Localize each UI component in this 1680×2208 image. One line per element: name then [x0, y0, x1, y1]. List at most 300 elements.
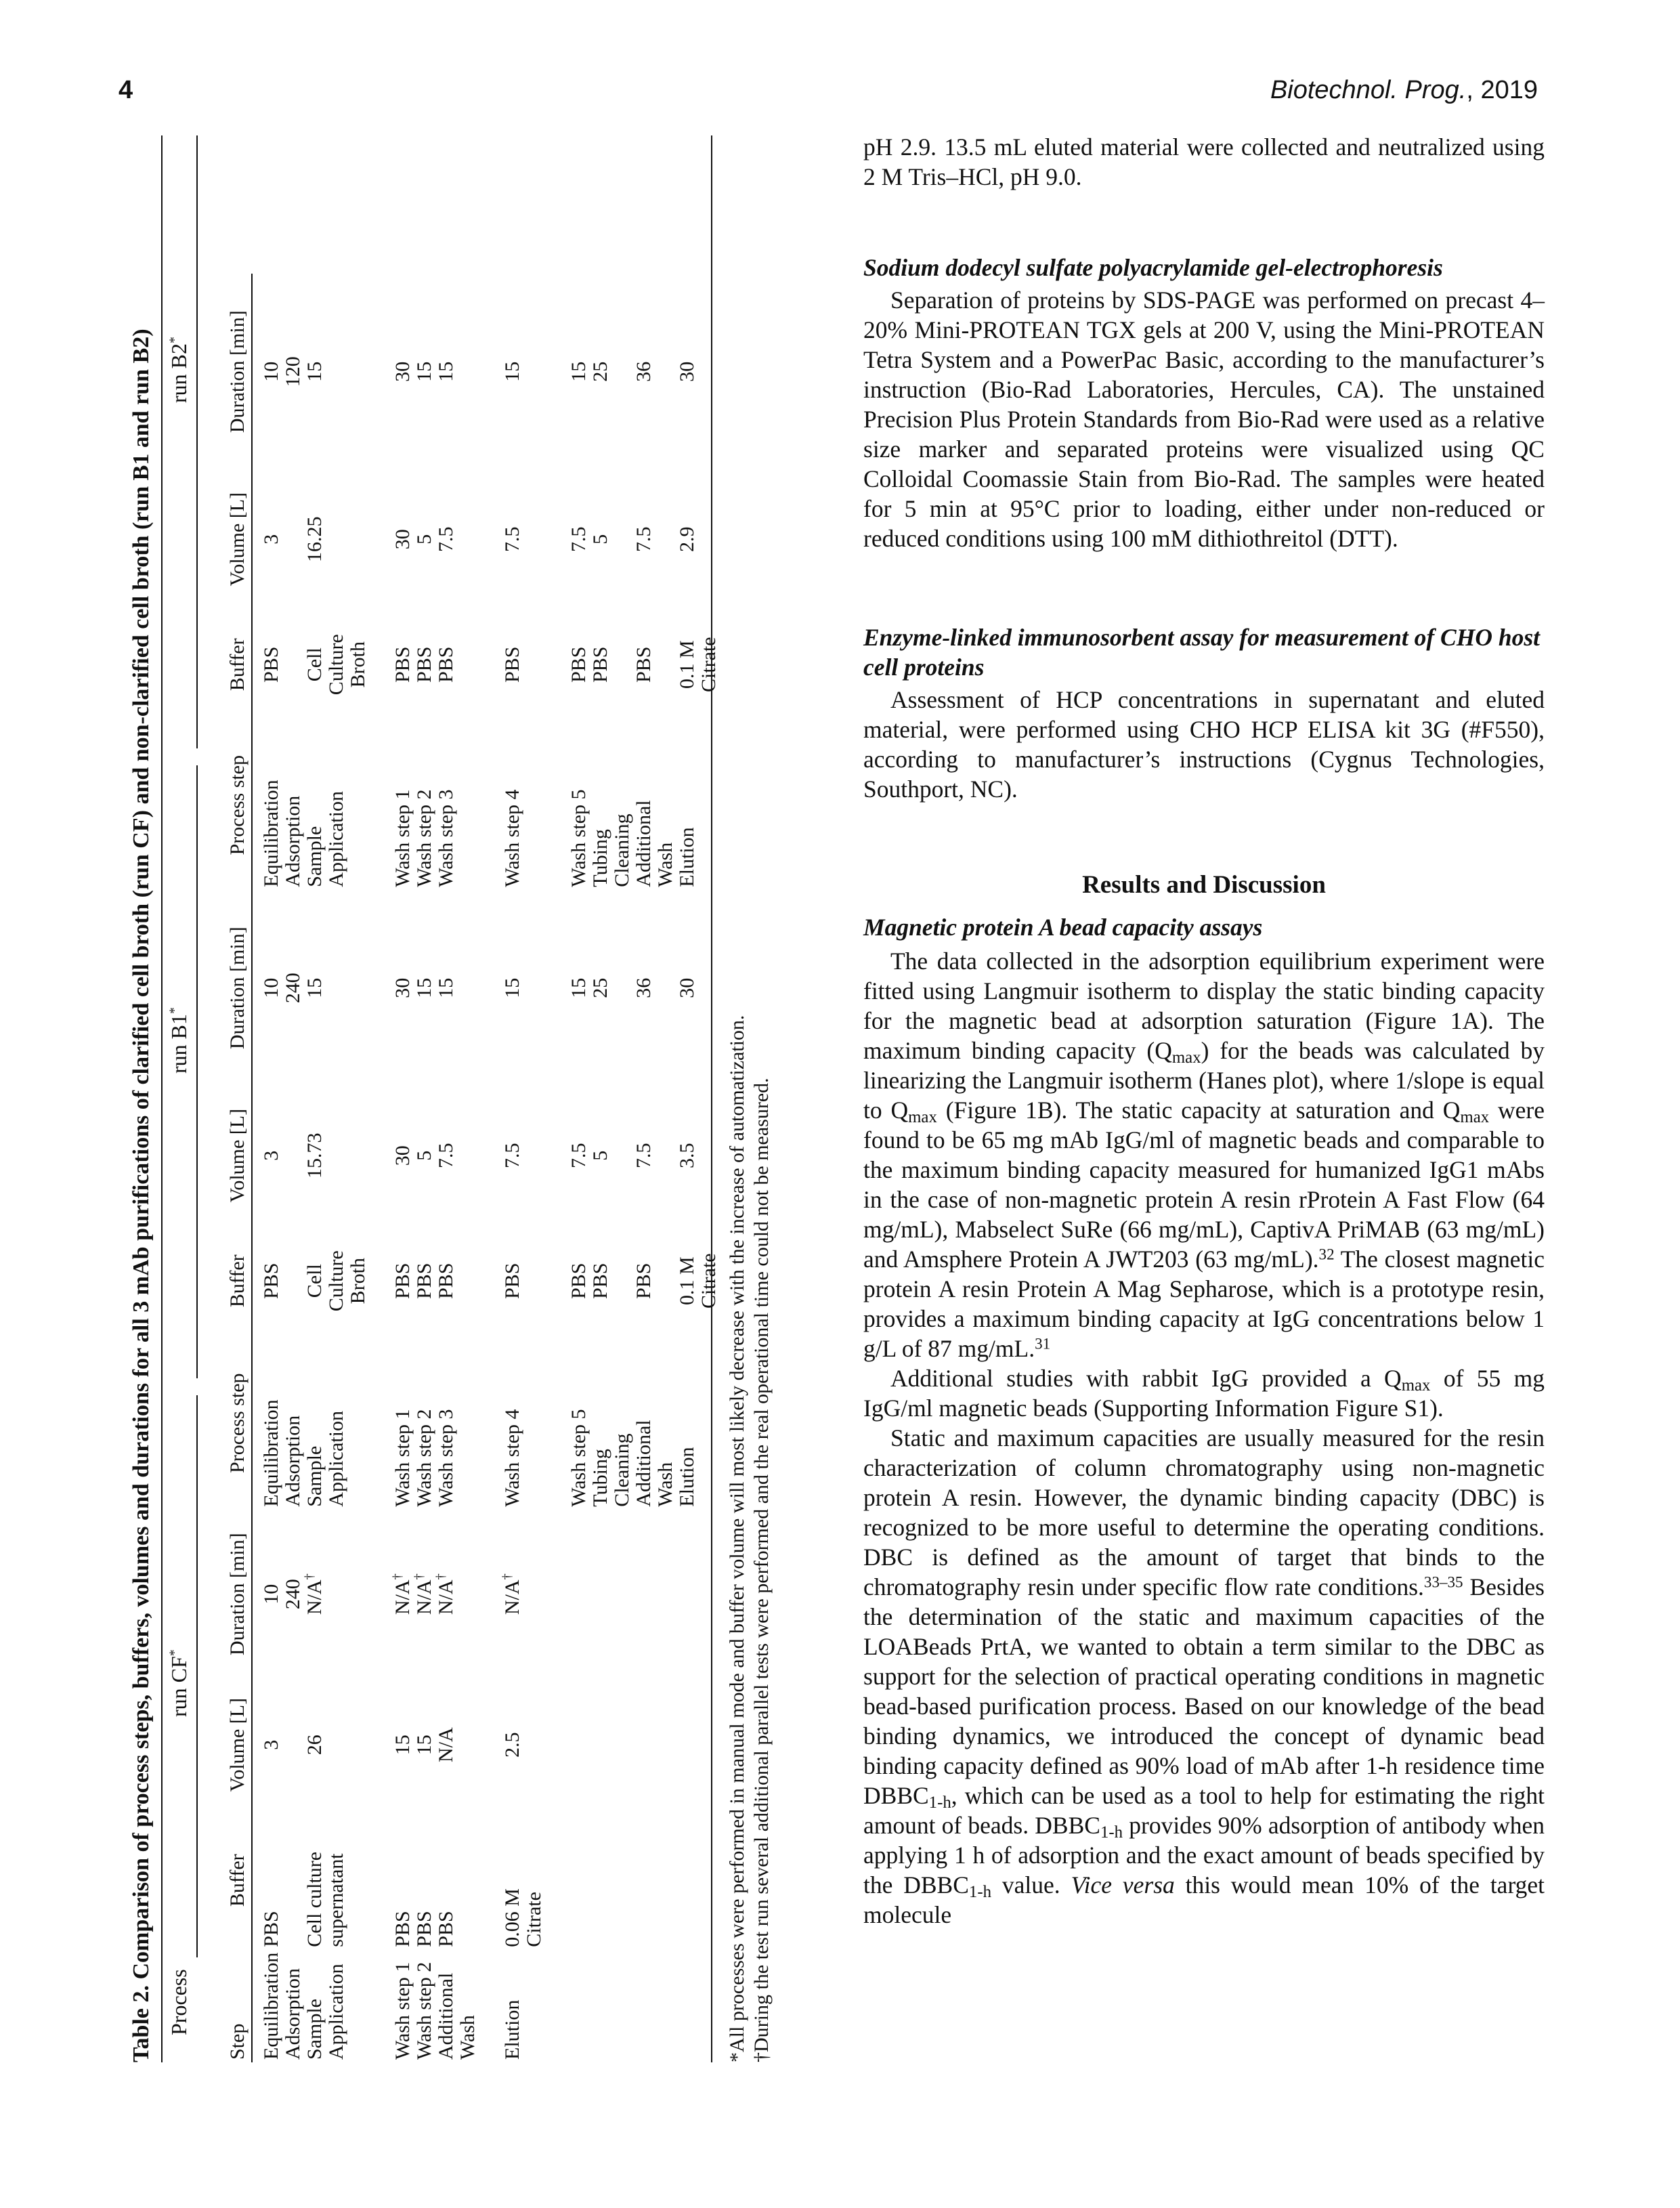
table-cell [326, 1086, 347, 1225]
heading-elisa: Enzyme-linked immunosorbent assay for measurement of CHO host cell proteins [863, 624, 1541, 681]
table-cell: Wash step 1 [391, 1961, 414, 2060]
table-cell: 15 [413, 361, 435, 382]
table-row [304, 274, 326, 2062]
table-cell: Application [325, 1411, 347, 1507]
table-cell [545, 1510, 590, 1679]
q-max-subscript: max [1401, 1376, 1431, 1395]
table-cell [698, 274, 720, 470]
table-cell [326, 1679, 347, 1811]
table-cell: Elution [676, 1447, 698, 1507]
table-cell [326, 890, 347, 1086]
table-cell: 10 [260, 361, 282, 382]
table-cell: Cell [303, 1264, 326, 1298]
table-cell: Tubing [589, 1449, 611, 1507]
table-cell: Wash [654, 842, 676, 887]
table-cell: 15 [391, 1735, 414, 1756]
table-cell: Cell culture [303, 1851, 326, 1947]
table-cell [457, 721, 479, 890]
table-cell [590, 1811, 611, 1950]
dagger-mark: † [303, 1573, 317, 1580]
table-cell [698, 1811, 720, 1950]
table-cell: PBS [501, 1262, 523, 1299]
table-cell [655, 1225, 676, 1337]
table-cell [282, 609, 304, 721]
table-bottom-rule [711, 135, 712, 2062]
table-cell [655, 470, 676, 609]
table-cell: N/A† [391, 1573, 414, 1615]
col-duration-cf: Duration [min] [226, 1533, 249, 1656]
table-cell: 3 [260, 1150, 282, 1161]
dbbc-subscript: 1-h [968, 1883, 992, 1902]
table-cell [698, 1337, 720, 1510]
dagger-mark: † [434, 1573, 448, 1580]
table-cell: Adsorption [282, 795, 304, 887]
table-cell [347, 274, 369, 470]
table-cell: 15 [303, 977, 326, 998]
table-cell [523, 1225, 545, 1337]
table-cell: 10 [260, 977, 282, 998]
p3-text-a: Static and maximum capacities are usually measured for the resin characterization of column chromatography using non-magnetic protein A resin. However, the dynamic binding capacity (DBC) is recognized to be more useful to determine the operating conditions. DBC is defined as the amount of target that binds to the chromatography resin under specific flow rate conditions. [863, 1424, 1545, 1600]
col-buffer-b1: Buffer [226, 1254, 249, 1308]
group-rule-run-cf [196, 1395, 198, 1957]
p1-text-e: The closest magnetic protein A resin Protein A Mag Sepharose, which is a prototype resin, provides a maximum binding capacity at IgG concentrations below 1 g/L of 87 mg/mL. [863, 1246, 1545, 1362]
table-cell [457, 890, 479, 1086]
table-cell [611, 1950, 633, 2062]
paragraph-intro: pH 2.9. 13.5 mL eluted material were collected and neutralized using 2 M Tris–HCl, pH 9.0. [863, 133, 1545, 190]
table-cell [457, 274, 479, 470]
table-cell [655, 274, 676, 470]
page-number: 4 [119, 76, 133, 104]
table-cell [523, 609, 545, 721]
table-row [457, 274, 479, 2062]
table-cell: 15 [413, 1735, 435, 1756]
table-cell [326, 470, 347, 609]
journal-name: Biotechnol. Prog. [1270, 76, 1467, 104]
table-cell [633, 1679, 655, 1811]
table-cell [347, 1811, 369, 1950]
table-cell: PBS [589, 1262, 611, 1299]
table-cell [523, 1950, 545, 2062]
table-cell [655, 890, 676, 1086]
table-cell: Wash [654, 1462, 676, 1507]
table-cell: Wash step 3 [435, 789, 457, 887]
table-cell [698, 1950, 720, 2062]
group-rule-run-b2 [196, 135, 198, 748]
table-cell: Application [325, 1963, 347, 2060]
table-cell [523, 274, 545, 470]
group-run-cf-mark: * [167, 1649, 182, 1657]
p1-text-d: were found to be 65 mg mAb IgG/ml of magnetic beads and comparable to the maximum binding capacity measured for humanized IgG1 mAbs in the case of non-magnetic protein A resin rProtein A Fast Flow (64 mg/mL), Mabselect SuRe (66 mg/mL), CaptivA PriMAB (63 mg/mL) and Amsphere Protein A JWT203 (63 mg/mL). [863, 1097, 1545, 1273]
table-cell: PBS [435, 1262, 457, 1299]
table-cell [698, 1086, 720, 1225]
table-cell: 240 [282, 1579, 304, 1610]
table-row [326, 274, 347, 2062]
table-cell: Tubing [589, 829, 611, 887]
table-footnote-2: †During the test run several additional parallel tests were performed and the real operational time could not be measured. [750, 1078, 773, 2062]
table-cell: N/A† [303, 1573, 326, 1615]
table-cell [545, 1950, 590, 2062]
table-cell [282, 1811, 304, 1950]
table-process-header: Process [167, 1969, 191, 2035]
group-run-cf-name: run CF [167, 1656, 191, 1717]
table-cell: 5 [589, 1150, 611, 1161]
table-cell: Cleaning [611, 813, 633, 887]
table-cell: 30 [676, 977, 698, 998]
table-cell: 5 [589, 534, 611, 545]
table-cell: PBS [391, 646, 414, 683]
journal-year: , 2019 [1466, 76, 1538, 104]
table-cell: Wash [456, 2015, 479, 2060]
table-row [523, 274, 545, 2062]
col-volume-b2: Volume [L] [226, 492, 249, 587]
table-cell: 15 [303, 361, 326, 382]
table-cell [655, 609, 676, 721]
table-row [545, 274, 590, 2062]
table-cell [545, 1811, 590, 1950]
group-header-run-cf [167, 1649, 192, 1717]
table-cell [347, 721, 369, 890]
table-cell [523, 1510, 545, 1679]
table-cell: Equilibration [260, 1952, 282, 2060]
table-cell: 7.5 [632, 526, 655, 552]
p2-text-b: of 55 mg IgG/ml magnetic beads (Supporting Information Figure S1). [863, 1365, 1545, 1422]
table-cell: 25 [589, 977, 611, 998]
table-cell [655, 1950, 676, 2062]
table-cell: N/A [435, 1727, 457, 1763]
table-cell: N/A† [500, 1573, 523, 1615]
table-cell: 30 [391, 361, 414, 382]
table-cell: PBS [435, 646, 457, 683]
table-cell [611, 1086, 633, 1225]
reference-32: 32 [1318, 1245, 1335, 1263]
table-cell: PBS [567, 646, 590, 683]
table-cell: 15 [567, 977, 590, 998]
table-row [435, 274, 457, 2062]
table-cell [655, 1811, 676, 1950]
table-cell [282, 1225, 304, 1337]
table-cell [590, 1510, 611, 1679]
table-row [590, 274, 611, 2062]
table-cell: Culture [325, 1250, 347, 1312]
table-cell [633, 1510, 655, 1679]
table-cell [698, 1510, 720, 1679]
table-cell [676, 1510, 698, 1679]
table-cell: 15 [501, 361, 523, 382]
table-cell: PBS [413, 1262, 435, 1299]
table-cell: 15 [567, 361, 590, 382]
table-cell [590, 1679, 611, 1811]
table-cell [347, 1950, 369, 2062]
table-cell [457, 1811, 479, 1950]
table-cell [457, 1337, 479, 1510]
table-cell: Equilibration [260, 780, 282, 887]
table-cell: 15 [501, 977, 523, 998]
table-cell: Sample [303, 1445, 326, 1507]
table-cell: Elution [501, 1999, 523, 2060]
table-row [698, 274, 720, 2062]
table-cell: Wash step 1 [391, 1409, 414, 1507]
table-cell [282, 1679, 304, 1811]
table-cell: 25 [589, 361, 611, 382]
table-row [369, 274, 414, 2062]
table-cell [698, 721, 720, 890]
table-cell: 16.25 [303, 516, 326, 562]
table-cell: 3 [260, 1739, 282, 1750]
table-cell: 30 [676, 361, 698, 382]
paragraph-elisa: Assessment of HCP concentrations in supernatant and eluted material, were performed using CHO HCP ELISA kit 3G (#F550), according to manufacturer’s instructions (Cygnus Technologies, Southport, NC). [863, 686, 1545, 803]
table-cell: Broth [347, 641, 369, 688]
table-cell [523, 721, 545, 890]
paragraph-capacity-3 [863, 1423, 1545, 1930]
table-row [655, 274, 676, 2062]
table-cell [698, 470, 720, 609]
table-row [676, 274, 698, 2062]
table-cell [676, 1950, 698, 2062]
col-step: Step [226, 2023, 249, 2060]
table-cell: 7.5 [632, 1143, 655, 1168]
heading-sds-page: Sodium dodecyl sulfate polyacrylamide gel-electrophoresis [863, 254, 1443, 281]
table-cell [633, 1811, 655, 1950]
paragraph-capacity-1 [863, 946, 1545, 1363]
p3-text-c: , which can be used as a tool to help for estimating the right amount of beads. DBBC [863, 1782, 1545, 1839]
table-cell [347, 470, 369, 609]
table-cell [457, 609, 479, 721]
table-cell: 7.5 [567, 1143, 590, 1168]
p1-text-a: The data collected in the adsorption equilibrium experiment were fitted using Langmuir isotherm to display the static binding capacity for the magnetic bead at adsorption saturation (Figure 1A). The maximum binding capacity (Q [863, 948, 1545, 1064]
group-run-b1-mark: * [167, 1007, 182, 1014]
reference-33-35: 33–35 [1423, 1573, 1463, 1591]
table-cell: 26 [303, 1735, 326, 1756]
table-header-row [227, 274, 252, 2062]
table-cell [523, 1086, 545, 1225]
table-cell: Application [325, 791, 347, 887]
table-cell: Wash step 3 [435, 1409, 457, 1507]
table-cell: Cleaning [611, 1433, 633, 1507]
table-cell: Wash step 2 [413, 1409, 435, 1507]
table-cell [611, 609, 633, 721]
paragraph-capacity-2 [863, 1363, 1545, 1423]
table-cell: 5 [413, 534, 435, 545]
table-cell [457, 470, 479, 609]
table-cell: 7.5 [501, 526, 523, 552]
table-cell [611, 1679, 633, 1811]
table-cell: PBS [391, 1911, 414, 1947]
table-cell: Equilibration [260, 1399, 282, 1507]
group-run-b2-mark: * [167, 337, 182, 343]
col-duration-b2: Duration [min] [226, 310, 249, 433]
table-cell [457, 1225, 479, 1337]
table-cell: N/A† [412, 1573, 435, 1615]
table-cell: 0.1 M [676, 1256, 698, 1306]
table-cell: Sample [303, 1999, 326, 2060]
p3-text-f: this would mean 10% of the target molecule [863, 1871, 1545, 1928]
table-cell: Adsorption [282, 1415, 304, 1507]
heading-magnetic-capacity: Magnetic protein A bead capacity assays [863, 914, 1263, 941]
table-cell [347, 1086, 369, 1225]
table-cell: 7.5 [435, 1143, 457, 1168]
table-row [261, 274, 282, 2062]
table-cell: PBS [260, 1911, 282, 1947]
table-cell: 7.5 [435, 526, 457, 552]
table-cell: PBS [632, 1262, 655, 1299]
table-cell: 0.06 M [501, 1888, 523, 1947]
table-cell: Wash step 2 [413, 1961, 435, 2060]
table-cell [655, 1086, 676, 1225]
table-cell: Wash step 5 [567, 1409, 590, 1507]
table-cell: 3.5 [676, 1143, 698, 1168]
journal-header [1270, 76, 1538, 105]
table-cell: 7.5 [567, 526, 590, 552]
table-cell [655, 1679, 676, 1811]
dbbc-subscript: 1-h [928, 1793, 951, 1812]
paragraph-sds-page: Separation of proteins by SDS-PAGE was performed on precast 4–20% Mini-PROTEAN TGX gels at 200 V, using the Mini-PROTEAN Tetra System and a PowerPac Basic, according to the manufacturer’s instruction (Bio-Rad Laboratories, Hercules, CA). The unstained Precision Plus Protein Standards from Bio-Rad were used as a relative size marker and separated proteins were visualized using QC Colloidal Coomassie Stain from Bio-Rad. The samples were heated for 5 min at 95°C prior to loading, either under non-reduced or reduced conditions using 100 mM dithiothreitol (DTT). [863, 286, 1545, 552]
process-table [227, 274, 720, 2062]
table-cell: Citrate [523, 1892, 545, 1947]
group-header-run-b2 [167, 337, 192, 403]
table-row [282, 274, 304, 2062]
table-cell: 15 [435, 977, 457, 998]
table-cell: Additional [632, 1420, 655, 1507]
table-row [611, 274, 633, 2062]
q-max-subscript: max [1460, 1108, 1490, 1127]
heading-results-discussion: Results and Discussion [1082, 871, 1326, 899]
table-cell [347, 1510, 369, 1679]
table-cell [282, 470, 304, 609]
table-cell [457, 1510, 479, 1679]
vice-versa-italic: Vice versa [1071, 1871, 1175, 1898]
table-cell: Broth [347, 1258, 369, 1304]
table-cell: Sample [303, 826, 326, 887]
table-cell [611, 470, 633, 609]
table-cell: PBS [413, 646, 435, 683]
table-cell: PBS [632, 646, 655, 683]
table-cell [523, 890, 545, 1086]
table-cell: PBS [413, 1911, 435, 1947]
table-cell: PBS [260, 1262, 282, 1299]
table-cell: PBS [567, 1262, 590, 1299]
table-cell: Elution [676, 827, 698, 887]
table-cell: 240 [282, 973, 304, 1004]
dagger-mark: † [500, 1573, 515, 1580]
table-row [479, 274, 523, 2062]
table-cell: 30 [391, 1145, 414, 1166]
col-buffer-b2: Buffer [226, 638, 249, 692]
table-cell: PBS [391, 1262, 414, 1299]
col-duration-b1: Duration [min] [226, 927, 249, 1050]
col-process-step-b1: Process step [226, 1373, 249, 1473]
dagger-mark: † [391, 1573, 405, 1580]
table-cell: 120 [282, 356, 304, 387]
table-cell: PBS [435, 1911, 457, 1947]
table-cell [611, 890, 633, 1086]
table-cell: 15 [435, 361, 457, 382]
table-cell: Wash step 1 [391, 789, 414, 887]
table-caption: Table 2. Comparison of process steps, buffers, volumes and durations for all 3 mAb purifications of clarified cell broth (run CF) and non-clarified cell broth (run B1 and run B2) [129, 328, 154, 2062]
table-cell [633, 1950, 655, 2062]
table-cell: Cell [303, 647, 326, 682]
table-footnote-1: *All processes were performed in manual mode and buffer volume will most likely decrease with the increase of automatization. [726, 1015, 748, 2062]
table-cell [347, 890, 369, 1086]
table-cell [611, 1225, 633, 1337]
table-cell: 15 [413, 977, 435, 998]
table-cell [347, 1679, 369, 1811]
table-cell: 10 [260, 1584, 282, 1605]
table-cell: Wash step 2 [413, 789, 435, 887]
table-cell: PBS [589, 646, 611, 683]
table-cell [698, 1679, 720, 1811]
dbbc-subscript: 1-h [1100, 1823, 1123, 1842]
table-cell [698, 890, 720, 1086]
q-max-subscript: max [908, 1108, 937, 1127]
table-cell [611, 1811, 633, 1950]
table-cell [676, 1811, 698, 1950]
table-cell: 30 [391, 529, 414, 550]
table-cell: Wash step 4 [501, 789, 523, 887]
table-cell: 3 [260, 534, 282, 545]
table-cell: 36 [632, 361, 655, 382]
table-cell [523, 470, 545, 609]
table-cell: 15.73 [303, 1132, 326, 1179]
table-cell: 2.5 [501, 1732, 523, 1758]
table-cell: 2.9 [676, 526, 698, 552]
table-cell [590, 1950, 611, 2062]
table-cell [655, 1510, 676, 1679]
col-volume-cf: Volume [L] [226, 1697, 249, 1792]
table-cell: Wash step 5 [567, 789, 590, 887]
table-cell [326, 274, 347, 470]
table-cell: 30 [391, 977, 414, 998]
reference-31: 31 [1035, 1334, 1051, 1353]
table-cell: 5 [413, 1150, 435, 1161]
table-cell [611, 1510, 633, 1679]
table-cell: Additional [632, 800, 655, 887]
table-cell [523, 1337, 545, 1510]
table-row [414, 274, 435, 2062]
table-cell: Wash step 4 [501, 1409, 523, 1507]
table-cell: PBS [260, 646, 282, 683]
group-run-b2-name: run B2 [167, 343, 191, 403]
table-cell: N/A† [434, 1573, 457, 1615]
table-cell [282, 1086, 304, 1225]
p3-text-d: provides 90% adsorption of antibody when applying 1 h of adsorption and the exact amount of beads specified by the DBBC [863, 1812, 1545, 1898]
q-max-subscript: max [1171, 1048, 1201, 1067]
table-cell [523, 1679, 545, 1811]
p3-text-e: value. [991, 1871, 1071, 1898]
table-cell: Citrate [697, 637, 720, 693]
table-cell: Adsorption [282, 1968, 304, 2060]
table-cell [457, 1679, 479, 1811]
table-cell: Citrate [697, 1253, 720, 1309]
p3-text-b: Besides the determination of the static and maximum capacities of the LOABeads PrtA, we wanted to obtain a term similar to the DBC as support for the selection of practical operating conditions in magnetic bead-based purification process. Based on our knowledge of the bead binding dynamics, we introduced the concept of dynamic bead binding capacity defined as 90% load of mAb after 1-h residence time DBBC [863, 1573, 1545, 1809]
p1-text-c: (Figure 1B). The static capacity at saturation and Q [936, 1097, 1461, 1124]
group-run-b1-name: run B1 [167, 1014, 191, 1074]
table-cell [611, 274, 633, 470]
table-cell [457, 1086, 479, 1225]
p2-text-a: Additional studies with rabbit IgG provided a Q [890, 1365, 1402, 1392]
table-cell [347, 1337, 369, 1510]
table-cell: Additional [435, 1972, 457, 2060]
table-cell [676, 1679, 698, 1811]
rotated-table [129, 135, 806, 2062]
table-cell: supernatant [325, 1853, 347, 1947]
table-cell: Culture [325, 634, 347, 696]
col-buffer-cf: Buffer [226, 1854, 249, 1907]
table-cell: 0.1 M [676, 640, 698, 689]
p1-text-b: ) for the beads was calculated by linearizing the Langmuir isotherm (Hanes plot), where 1/slope is equal to Q [863, 1037, 1545, 1124]
col-process-step-b2: Process step [226, 755, 249, 855]
table-top-rule [161, 135, 163, 2062]
col-volume-b1: Volume [L] [226, 1108, 249, 1203]
